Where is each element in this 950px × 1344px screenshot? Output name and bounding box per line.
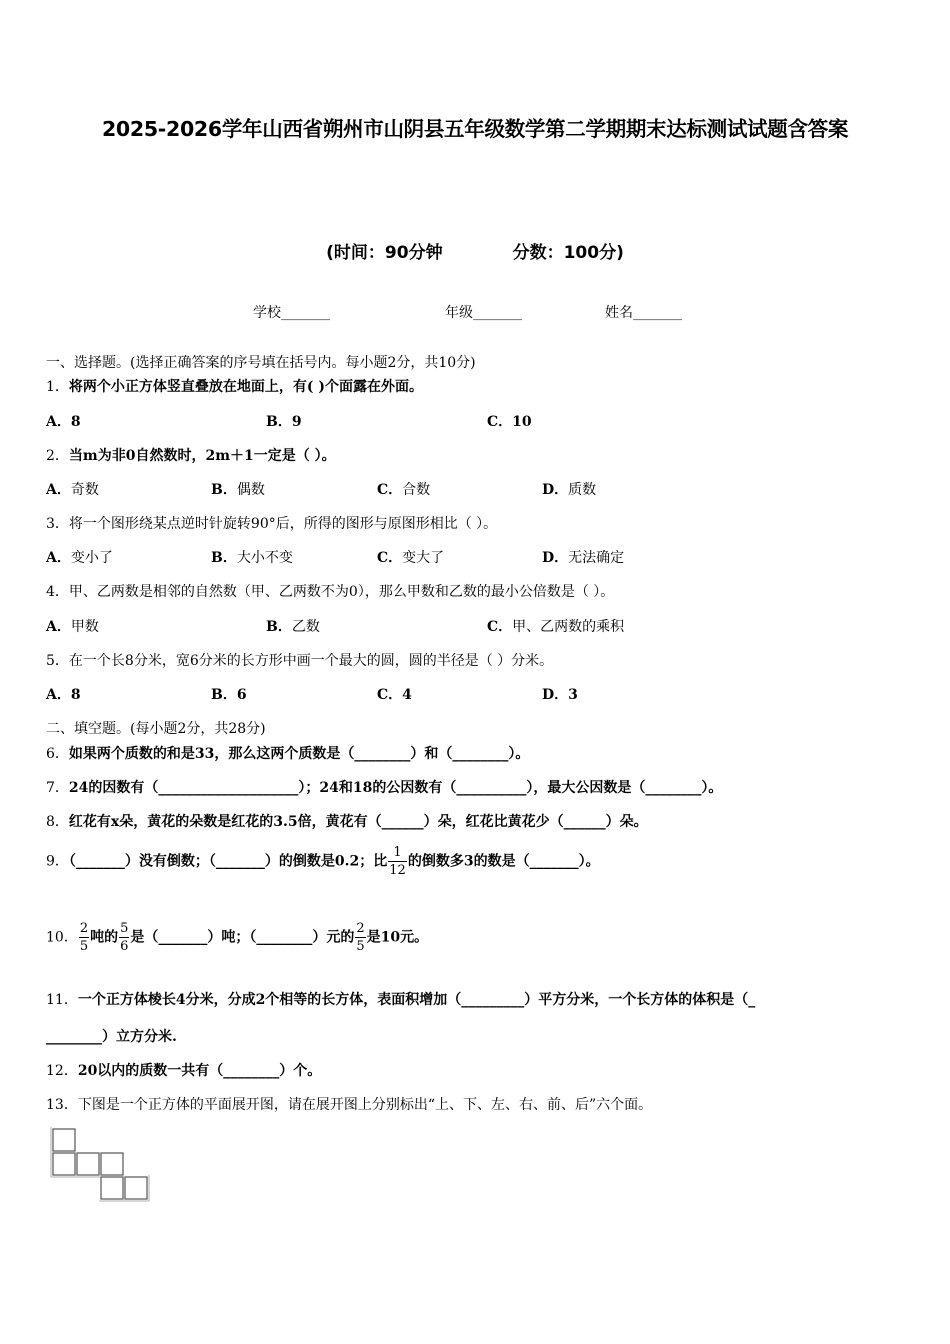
question-number: 1． xyxy=(46,379,69,395)
question-number: 9． xyxy=(46,853,69,870)
page-title: 2025-2026学年山西省朔州市山阴县五年级数学第二学期期末达标测试试题含答案 xyxy=(101,117,849,141)
exam-meta xyxy=(0,238,950,263)
net-square-middle-3 xyxy=(101,1153,123,1175)
question-text: 当m为非0自然数时，2m＋1一定是（ ）。 xyxy=(68,448,336,464)
question-number: 7． xyxy=(46,780,69,796)
q3-option-d: D．无法确定 xyxy=(542,550,625,566)
question-9 xyxy=(46,846,600,877)
question-5 xyxy=(46,650,553,670)
q1-option-c: C．10 xyxy=(487,414,532,430)
net-square-middle-2 xyxy=(77,1153,99,1175)
q2-option-a: A．奇数 xyxy=(46,482,99,498)
fraction-five-sixths: $\frac{5}{6}$ xyxy=(120,921,129,954)
question-number: 10． xyxy=(46,929,78,946)
question-number: 6． xyxy=(46,746,69,762)
question-text-part2: 的倒数多3的数是（_______）。 xyxy=(407,853,600,870)
question-number: 2． xyxy=(46,448,69,464)
question-text: 如果两个质数的和是33，那么这两个质数是（________）和（________）。 xyxy=(68,746,530,762)
question-text-part1: （_______）没有倒数；（_______）的倒数是0.2；比 xyxy=(68,853,388,870)
q5-option-a: A．8 xyxy=(46,687,81,703)
question-text: 一个正方体棱长4分米，分成2个相等的长方体，表面积增加（_________）平方分米，一个长方体的体积是（_ xyxy=(77,992,756,1008)
question-text: 20以内的质数一共有（________）个。 xyxy=(77,1063,322,1079)
question-10 xyxy=(46,922,428,953)
q4-option-c: C．甲、乙两数的乘积 xyxy=(487,619,625,635)
net-square-top xyxy=(53,1129,75,1151)
q3-option-c: C．变大了 xyxy=(377,550,445,566)
school-field: 学校_______ xyxy=(253,305,330,321)
q2-option-c: C．合数 xyxy=(377,482,431,498)
question-text: 下图是一个正方体的平面展开图，请在展开图上分别标出“上、下、左、右、前、后”六个面。 xyxy=(77,1097,653,1113)
question-8 xyxy=(46,811,648,831)
total-score: 分数：100分) xyxy=(512,243,624,263)
section1-heading: 一、选择题。(选择正确答案的序号填在括号内。每小题2分，共10分) xyxy=(46,355,476,371)
question-12 xyxy=(46,1060,321,1080)
q1-option-b: B．9 xyxy=(266,414,302,430)
question-11-continued: ________）立方分米. xyxy=(46,1029,177,1045)
question-4 xyxy=(46,581,614,601)
q4-option-b: B．乙数 xyxy=(266,619,320,635)
question-text: 吨的 xyxy=(90,929,119,946)
question-text: 是（_______）吨；（________）元的 xyxy=(130,929,355,946)
q3-option-b: B．大小不变 xyxy=(211,550,293,566)
question-number: 3． xyxy=(46,516,69,532)
name-field: 姓名_______ xyxy=(605,305,682,321)
question-number: 4． xyxy=(46,584,69,600)
q2-option-b: B．偶数 xyxy=(211,482,265,498)
fraction-two-fifths: $\frac{2}{5}$ xyxy=(79,921,89,954)
fraction-one-twelfth: $\frac{1}{12}$ xyxy=(389,845,406,878)
q5-option-b: B．6 xyxy=(211,687,247,703)
grade-field: 年级_______ xyxy=(445,305,522,321)
fraction-two-fifths: $\frac{2}{5}$ xyxy=(356,921,365,954)
question-text: 将两个小正方体竖直叠放在地面上，有( )个面露在外面。 xyxy=(68,379,424,395)
net-square-middle-1 xyxy=(53,1153,75,1175)
question-3 xyxy=(46,513,497,533)
question-number: 8． xyxy=(46,814,69,830)
question-text: 将一个图形绕某点逆时针旋转90°后，所得的图形与原图形相比（ ）。 xyxy=(68,516,498,532)
time-limit: (时间：90分钟 xyxy=(326,243,443,263)
question-number: 5． xyxy=(46,653,69,669)
question-2 xyxy=(46,445,336,465)
q1-option-a: A．8 xyxy=(46,414,81,430)
section2-heading: 二、填空题。(每小题2分，共28分) xyxy=(46,721,266,737)
cube-net-figure xyxy=(50,1126,152,1204)
question-text: 甲、乙两数是相邻的自然数（甲、乙两数不为0），那么甲数和乙数的最小公倍数是（ ）。 xyxy=(68,584,615,600)
question-text: 在一个长8分米，宽6分米的长方形中画一个最大的圆，圆的半径是（ ）分米。 xyxy=(68,653,554,669)
net-square-bottom-2 xyxy=(125,1177,147,1199)
net-square-bottom-1 xyxy=(101,1177,123,1199)
q4-option-a: A．甲数 xyxy=(46,619,99,635)
question-7 xyxy=(46,777,722,797)
question-text: 是10元。 xyxy=(366,929,429,946)
question-text: 24的因数有（____________________）；24和18的公因数有（__________），最大公因数是（________）。 xyxy=(68,780,723,796)
q5-option-d: D．3 xyxy=(542,687,578,703)
question-6 xyxy=(46,743,529,763)
q3-option-a: A．变小了 xyxy=(46,550,113,566)
question-11 xyxy=(46,989,755,1009)
q2-option-d: D．质数 xyxy=(542,482,597,498)
question-number: 12． xyxy=(46,1063,78,1079)
question-1 xyxy=(46,376,423,396)
question-13 xyxy=(46,1094,652,1114)
question-number: 11． xyxy=(46,992,78,1008)
q5-option-c: C．4 xyxy=(377,687,412,703)
question-number: 13． xyxy=(46,1097,78,1113)
question-text: 红花有x朵，黄花的朵数是红花的3.5倍，黄花有（______）朵，红花比黄花少（______）朵。 xyxy=(68,814,648,830)
